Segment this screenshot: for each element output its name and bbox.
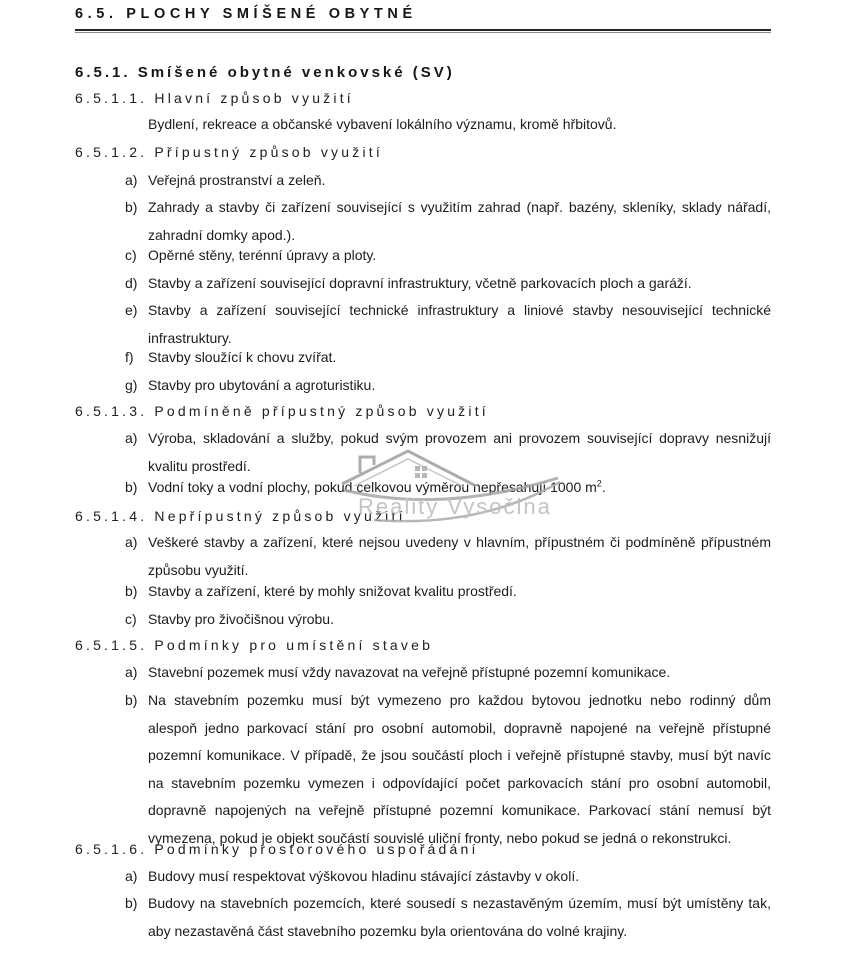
list-item-text: [148, 474, 771, 502]
list-item: [125, 687, 771, 852]
section-heading: 6.5.1.2. Přípustný způsob využití: [75, 144, 383, 160]
list-item-text: Veřejná prostranství a zeleň.: [148, 172, 326, 188]
section-heading: 6.5.1.5. Podmínky pro umístění staveb: [75, 637, 434, 653]
list-item-text: Stavby a zařízení související dopravní infrastruktury, včetně parkovacích ploch a garáží.: [148, 275, 692, 291]
list-marker: e): [125, 302, 138, 318]
list-item-text: Zahrady a stavby či zařízení související s využitím zahrad (např. bazény, skleníky, sklady nářadí, zahradní domky apod.).: [148, 199, 771, 243]
list-marker: a): [125, 664, 138, 680]
list-marker: d): [125, 275, 138, 291]
list-marker: b): [125, 479, 138, 495]
list-item: [125, 194, 771, 249]
list-marker: g): [125, 377, 138, 393]
list-item-text: Na stavebním pozemku musí být vymezeno pro každou bytovou jednotku nebo rodinný dům alespoň jedno parkovací stání pro osobní automobil, dopravně napojené na veřejně přístupné pozemní komunikace. V případě, že jsou součástí ploch i veřejně přístupné stavby, musí být navíc na stavebním pozemku vymezen i odpovídající počet parkovacích stání pro osobní automobil, dopravně napojených na veřejně přístupné pozemní komunikace. Parkovací stání nemusí být vymezena, pokud je objekt součástí souvislé uliční fronty, nebo pokud se jedná o rekonstrukci.: [148, 692, 771, 846]
list-item-text: Stavby a zařízení, které by mohly snižovat kvalitu prostředí.: [148, 583, 517, 599]
list-item: [125, 890, 771, 945]
paragraph: Bydlení, rekreace a občanské vybavení lokálního významu, kromě hřbitovů.: [148, 116, 617, 132]
list-item-text: Budovy na stavebních pozemcích, které sousedí s nezastavěným územím, musí být umístěny tak, aby nezastavěná část stavebního pozemku byla orientována do volné krajiny.: [148, 895, 771, 939]
list-marker: c): [125, 611, 137, 627]
list-marker: a): [125, 534, 138, 550]
list-item: [125, 606, 771, 634]
list-item: [125, 242, 771, 270]
list-marker: c): [125, 247, 137, 263]
list-marker: f): [125, 349, 134, 365]
chapter-heading: 6.5.1. Smíšené obytné venkovské (SV): [75, 64, 455, 81]
list-item: [125, 167, 771, 195]
list-item-text: Stavby a zařízení související technické infrastruktury a liniové stavby nesouvisející technické infrastruktury.: [148, 302, 771, 346]
list-item: [125, 270, 771, 298]
list-item: [125, 578, 771, 606]
list-marker: a): [125, 430, 138, 446]
list-item-text: Budovy musí respektovat výškovou hladinu stávající zástavby v okolí.: [148, 868, 580, 884]
list-item-text: Stavební pozemek musí vždy navazovat na veřejně přístupné pozemní komunikace.: [148, 664, 671, 680]
title-rule: [75, 29, 771, 33]
list-item-text: Veškeré stavby a zařízení, které nejsou uvedeny v hlavním, přípustném či podmíněně přípustném způsobu využití.: [148, 534, 771, 578]
list-marker: b): [125, 199, 138, 215]
list-item-text-after: .: [601, 479, 606, 495]
list-item-text-before: Vodní toky a vodní plochy, pokud celkovou výměrou nepřesahují 1000 m: [148, 479, 597, 495]
superscript: 2: [596, 478, 602, 489]
list-item-text: Opěrné stěny, terénní úpravy a ploty.: [148, 247, 377, 263]
list-item: [125, 344, 771, 372]
list-item: [125, 659, 771, 687]
list-marker: a): [125, 868, 138, 884]
list-item: [125, 474, 771, 502]
watermark-text: Reality Vysočina: [358, 494, 552, 519]
section-heading: 6.5.1.6. Podmínky prostorového uspořádání: [75, 841, 479, 857]
list-item-text: Stavby pro ubytování a agroturistiku.: [148, 377, 376, 393]
list-item: [125, 425, 771, 480]
page-title: 6.5. PLOCHY SMÍŠENÉ OBYTNÉ: [75, 6, 417, 22]
list-marker: b): [125, 583, 138, 599]
list-item-text: Výroba, skladování a služby, pokud svým provozem ani provozem související dopravy nesnižují kvalitu prostředí.: [148, 430, 771, 474]
list-item-text: Stavby sloužící k chovu zvířat.: [148, 349, 337, 365]
section-heading: 6.5.1.3. Podmíněně přípustný způsob využití: [75, 403, 489, 419]
list-item: [125, 372, 771, 400]
list-marker: b): [125, 692, 138, 708]
section-heading: 6.5.1.1. Hlavní způsob využití: [75, 90, 354, 106]
list-item-text: Stavby pro živočišnou výrobu.: [148, 611, 334, 627]
list-item: [125, 863, 771, 891]
list-marker: a): [125, 172, 138, 188]
list-marker: b): [125, 895, 138, 911]
list-item: [125, 529, 771, 584]
section-heading: 6.5.1.4. Nepřípustný způsob využití: [75, 508, 406, 524]
